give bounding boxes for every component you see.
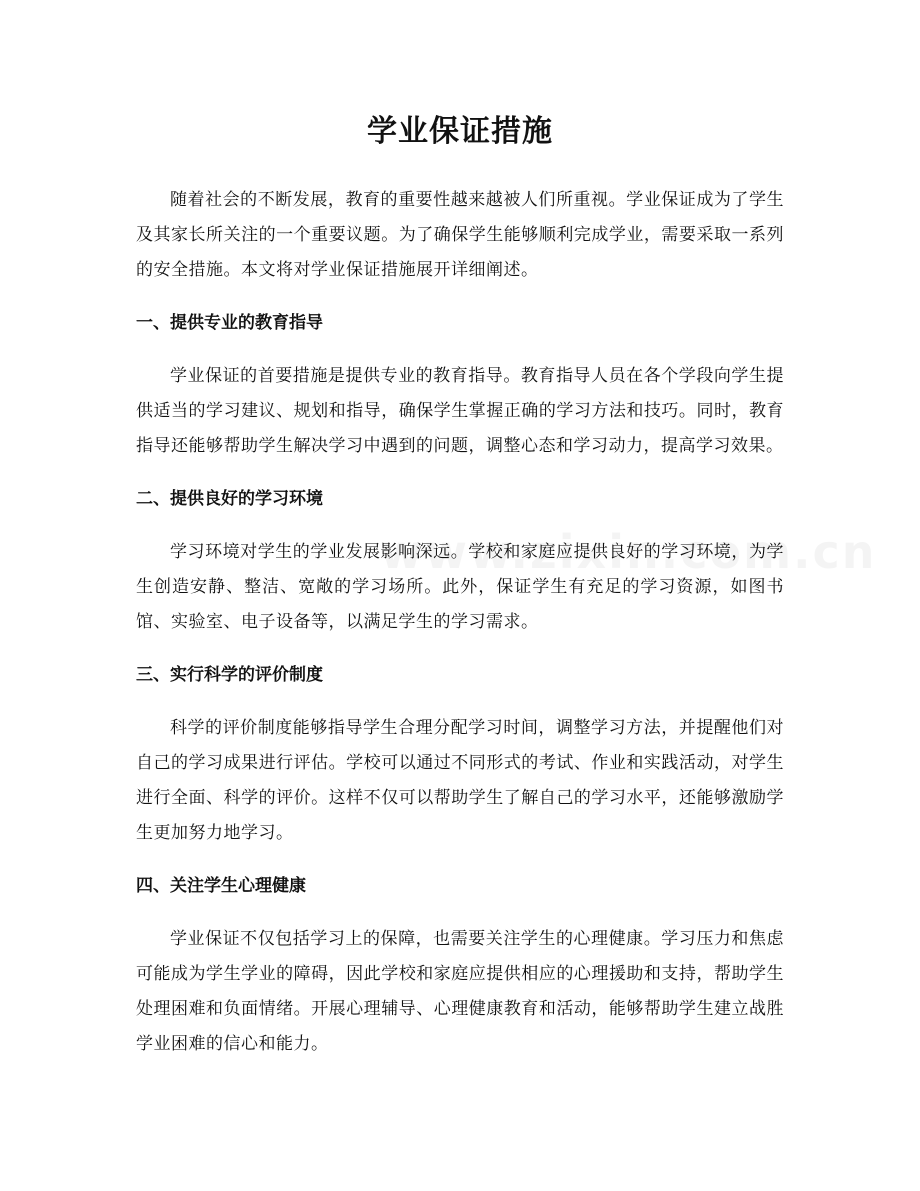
section-3-paragraph: 科学的评价制度能够指导学生合理分配学习时间，调整学习方法，并提醒他们对自己的学习成果进行评估。学校可以通过不同形式的考试、作业和实践活动，对学生进行全面、科学的评价。这样不仅可以帮助学生了解自己的学习水平，还能够激励学生更加努力地学习。 [136, 718, 784, 843]
section-4-paragraph: 学业保证不仅包括学习上的保障，也需要关注学生的心理健康。学习压力和焦虑可能成为学生学业的障碍，因此学校和家庭应提供相应的心理援助和支持，帮助学生处理困难和负面情绪。开展心理辅导、心理健康教育和活动，能够帮助学生建立战胜学业困难的信心和能力。 [136, 929, 784, 1054]
section-4-heading: 四、关注学生心理健康 [136, 876, 306, 896]
section-1-heading: 一、提供专业的教育指导 [136, 313, 323, 333]
section-1-paragraph: 学业保证的首要措施是提供专业的教育指导。教育指导人员在各个学段向学生提供适当的学习建议、规划和指导，确保学生掌握正确的学习方法和技巧。同时，教育指导还能够帮助学生解决学习中遇到的问题，调整心态和学习动力，提高学习效果。 [136, 366, 784, 456]
document-body [136, 183, 784, 1062]
section-2-heading: 二、提供良好的学习环境 [136, 489, 323, 509]
section-3-heading: 三、实行科学的评价制度 [136, 665, 323, 685]
intro-paragraph: 随着社会的不断发展，教育的重要性越来越被人们所重视。学业保证成为了学生及其家长所关注的一个重要议题。为了确保学生能够顺利完成学业，需要采取一系列的安全措施。本文将对学业保证措施展开详细阐述。 [136, 190, 784, 280]
section-2-paragraph: 学习环境对学生的学业发展影响深远。学校和家庭应提供良好的学习环境，为学生创造安静、整洁、宽敞的学习场所。此外，保证学生有充足的学习资源，如图书馆、实验室、电子设备等，以满足学生的学习需求。 [136, 542, 784, 632]
document-title: 学业保证措施 [367, 114, 553, 149]
